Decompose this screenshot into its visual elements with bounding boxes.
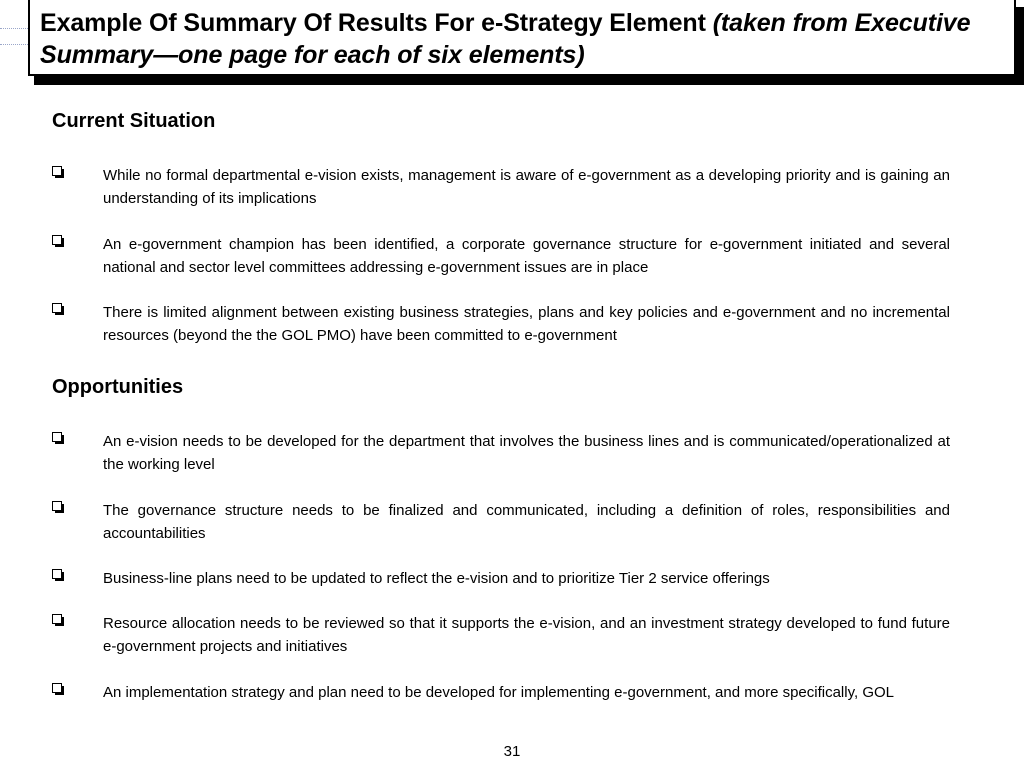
decorative-dotted-line <box>0 44 28 45</box>
list-item-text: Business-line plans need to be updated to reflect the e-vision and to prioritize Tier 2 service offerings <box>103 570 770 587</box>
list-item-text: An e-government champion has been identified, a corporate governance structure for e-government initiated and several national and sector level committees addressing e-government issues are in place <box>103 236 950 276</box>
list-item <box>52 499 950 545</box>
title-box <box>28 0 1016 76</box>
list-item <box>52 430 950 476</box>
page-title-subtitle: (taken from Executive Summary—one page for each of six elements) <box>40 9 971 69</box>
page-number: 31 <box>503 743 521 760</box>
list-item <box>52 612 950 658</box>
list-item-text: The governance structure needs to be finalized and communicated, including a definition of roles, responsibilities and accountabilities <box>103 502 950 542</box>
square-bullet-icon <box>52 235 64 247</box>
list-item <box>52 681 950 704</box>
list-item-text: An e-vision needs to be developed for the department that involves the business lines and is communicated/operationalized at the working level <box>103 433 950 473</box>
list-item <box>52 301 950 347</box>
square-bullet-icon <box>52 501 64 513</box>
page-title-main: Example Of Summary Of Results For e-Strategy Element <box>40 9 713 37</box>
list-item-text: While no formal departmental e-vision exists, management is aware of e-government as a developing priority and is gaining an understanding of its implications <box>103 167 950 207</box>
square-bullet-icon <box>52 683 64 695</box>
list-item-text: An implementation strategy and plan need to be developed for implementing e-government, and more specifically, GOL <box>103 684 895 701</box>
page-title <box>40 7 1004 71</box>
list-item <box>52 567 950 590</box>
section-heading-opportunities: Opportunities <box>52 376 184 398</box>
decorative-dotted-line <box>0 28 28 29</box>
list-item <box>52 164 950 210</box>
square-bullet-icon <box>52 166 64 178</box>
square-bullet-icon <box>52 614 64 626</box>
section-heading-current-situation: Current Situation <box>52 110 216 132</box>
square-bullet-icon <box>52 569 64 581</box>
list-item <box>52 233 950 279</box>
list-item-text: Resource allocation needs to be reviewed so that it supports the e-vision, and an investment strategy developed to fund future e-government projects and initiatives <box>103 615 950 655</box>
square-bullet-icon <box>52 432 64 444</box>
list-item-text: There is limited alignment between existing business strategies, plans and key policies and e-government and no incremental resources (beyond the the GOL PMO) have been committed to e-government <box>103 304 950 344</box>
square-bullet-icon <box>52 303 64 315</box>
